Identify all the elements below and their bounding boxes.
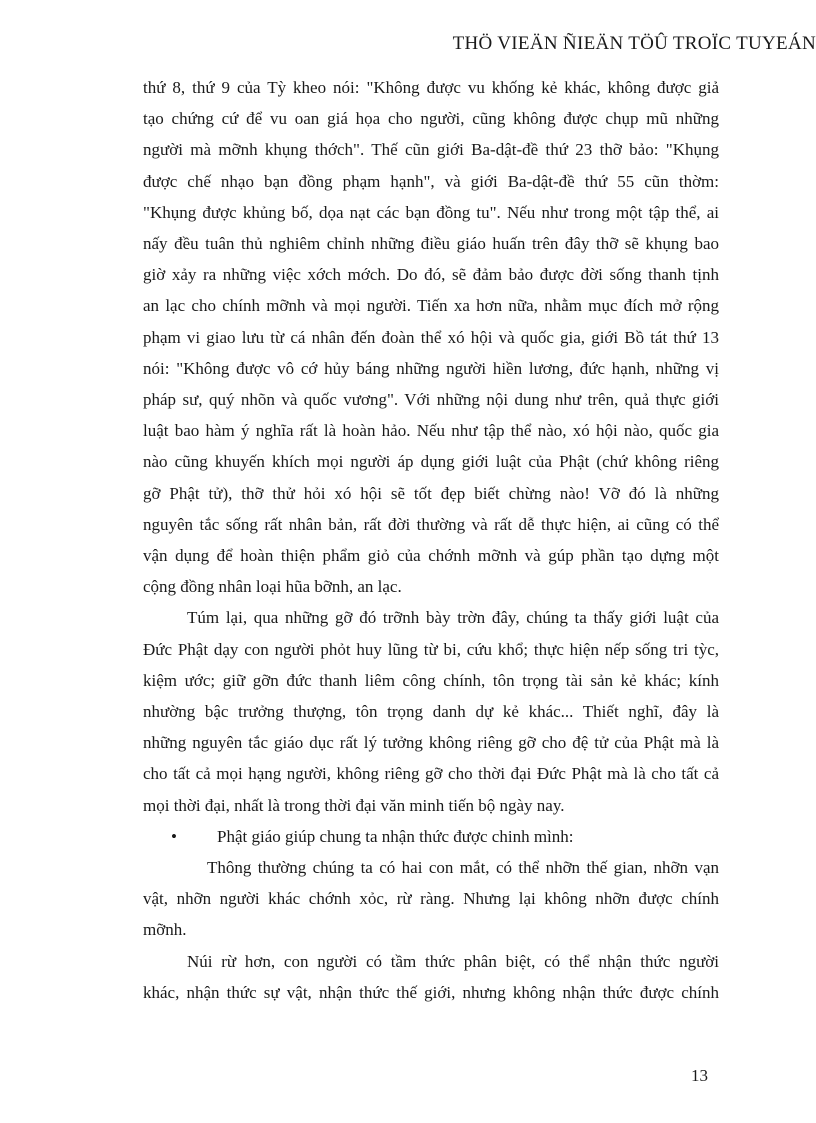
text-line: cho tất cả mọi hạng người, không riêng gỡ cho thời đại Đức Phật mà là cho tất cả bbox=[143, 764, 719, 784]
text-line: Thông thường chúng ta có hai con mắt, có thể nhỡn thế gian, nhỡn vạn bbox=[207, 858, 719, 878]
text-line: giờ xảy ra những việc xớch mớch. Do đó, sẽ đảm bảo được đời sống thanh tịnh bbox=[143, 265, 719, 285]
text-line: nói: "Không được vô cớ hủy báng những người hiền lương, đức hạnh, những vị bbox=[143, 358, 719, 378]
text-line: những nguyên tắc giáo dục rất lý tưởng không riêng gỡ cho đệ tử của Phật mà là bbox=[143, 733, 719, 753]
text-line: nào cũng khuyến khích mọi người áp dụng giới luật của Phật (chứ không riêng bbox=[143, 452, 719, 472]
bullet-text: Phật giáo giúp chung ta nhận thức được chinh mình: bbox=[217, 826, 574, 846]
running-header: THÖ VIEÄN ÑIEÄN TÖÛ TROÏC TUYEÁN bbox=[452, 33, 816, 54]
text-line: an lạc cho chính mỡnh và mọi người. Tiến xa hơn nữa, nhằm mục đích mở rộng bbox=[143, 296, 719, 316]
paragraph-noi-ro bbox=[143, 946, 719, 1008]
page-body bbox=[143, 72, 719, 1008]
text-line: được chế nhạo bạn đồng phạm hạnh", và giới Ba-dật-đề thứ 55 cũn thờm: bbox=[143, 171, 719, 191]
text-line: thứ 8, thứ 9 của Tỳ kheo nói: "Không được vu khống kẻ khác, không được giả bbox=[143, 78, 719, 97]
text-line: gỡ Phật tử), thỡ thử hỏi xó hội sẽ tốt đẹp biết chừng nào! Vỡ đó là những bbox=[143, 483, 719, 503]
text-line: "Khụng được khủng bố, dọa nạt các bạn đồng tu". Nếu như trong một tập thể, ai bbox=[143, 202, 719, 222]
bullet-heading bbox=[143, 821, 719, 852]
text-line: mỡnh. bbox=[143, 920, 187, 940]
text-line: vận dụng để hoàn thiện phẩm giỏ của chớnh mỡnh và gúp phần tạo dựng một bbox=[143, 546, 719, 566]
paragraph-tom-lai bbox=[143, 602, 719, 820]
text-line: Túm lại, qua những gỡ đó trỡnh bày trờn đây, chúng ta thấy giới luật của bbox=[187, 608, 719, 628]
text-line: nguyên tắc sống rất nhân bản, rất đời thường và rất dễ thực hiện, ai cũng có thể bbox=[143, 514, 719, 534]
text-line: pháp sư, quý nhõn và quốc vương". Với những nội dung như trên, quả thực giới bbox=[143, 390, 719, 410]
text-line: nấy đều tuân thủ nghiêm chỉnh những điều giáo huấn trên đây thỡ sẽ khụng bao bbox=[143, 234, 719, 254]
text-line: kiệm ước; giữ gỡn đức thanh liêm công chính, tôn trọng tài sản kẻ khác; kính bbox=[143, 670, 719, 690]
text-line: vật, nhỡn người khác chớnh xỏc, rừ ràng. Nhưng lại không nhỡn được chính bbox=[143, 889, 719, 909]
text-line: Đức Phật dạy con người phỏt huy lũng từ bi, cứu khổ; thực hiện nếp sống tri tỳc, bbox=[143, 639, 719, 659]
text-line: người mà mỡnh khụng thớch". Thế cũn giới Ba-dật-đề thứ 23 thỡ bảo: "Khụng bbox=[143, 140, 719, 160]
text-line: phạm vi giao lưu từ cá nhân đến đoàn thể xó hội và quốc gia, giới Bồ tát thứ 13 bbox=[143, 327, 719, 347]
paragraph-gioi-luat bbox=[143, 72, 719, 602]
text-line: tạo chứng cứ để vu oan giá họa cho người, cũng không được chụp mũ những bbox=[143, 109, 719, 129]
text-line: Núi rừ hơn, con người có tầm thức phân biệt, có thể nhận thức người bbox=[187, 951, 719, 971]
bullet-icon: • bbox=[171, 826, 177, 846]
paragraph-thong-thuong bbox=[143, 852, 719, 946]
text-line: luật bao hàm ý nghĩa rất là hoàn hảo. Nếu như tập thể nào, xó hội nào, quốc gia bbox=[143, 421, 719, 441]
text-line: mọi thời đại, nhất là trong thời đại văn minh tiến bộ ngày nay. bbox=[143, 795, 565, 815]
text-line: nhường bậc trưởng thượng, tôn trọng danh dự kẻ khác... Thiết nghĩ, đây là bbox=[143, 702, 719, 722]
page-number: 13 bbox=[691, 1066, 708, 1085]
text-line: cộng đồng nhân loại hũa bỡnh, an lạc. bbox=[143, 577, 402, 597]
text-line: khác, nhận thức sự vật, nhận thức thế giới, nhưng không nhận thức được chính bbox=[143, 982, 719, 1002]
